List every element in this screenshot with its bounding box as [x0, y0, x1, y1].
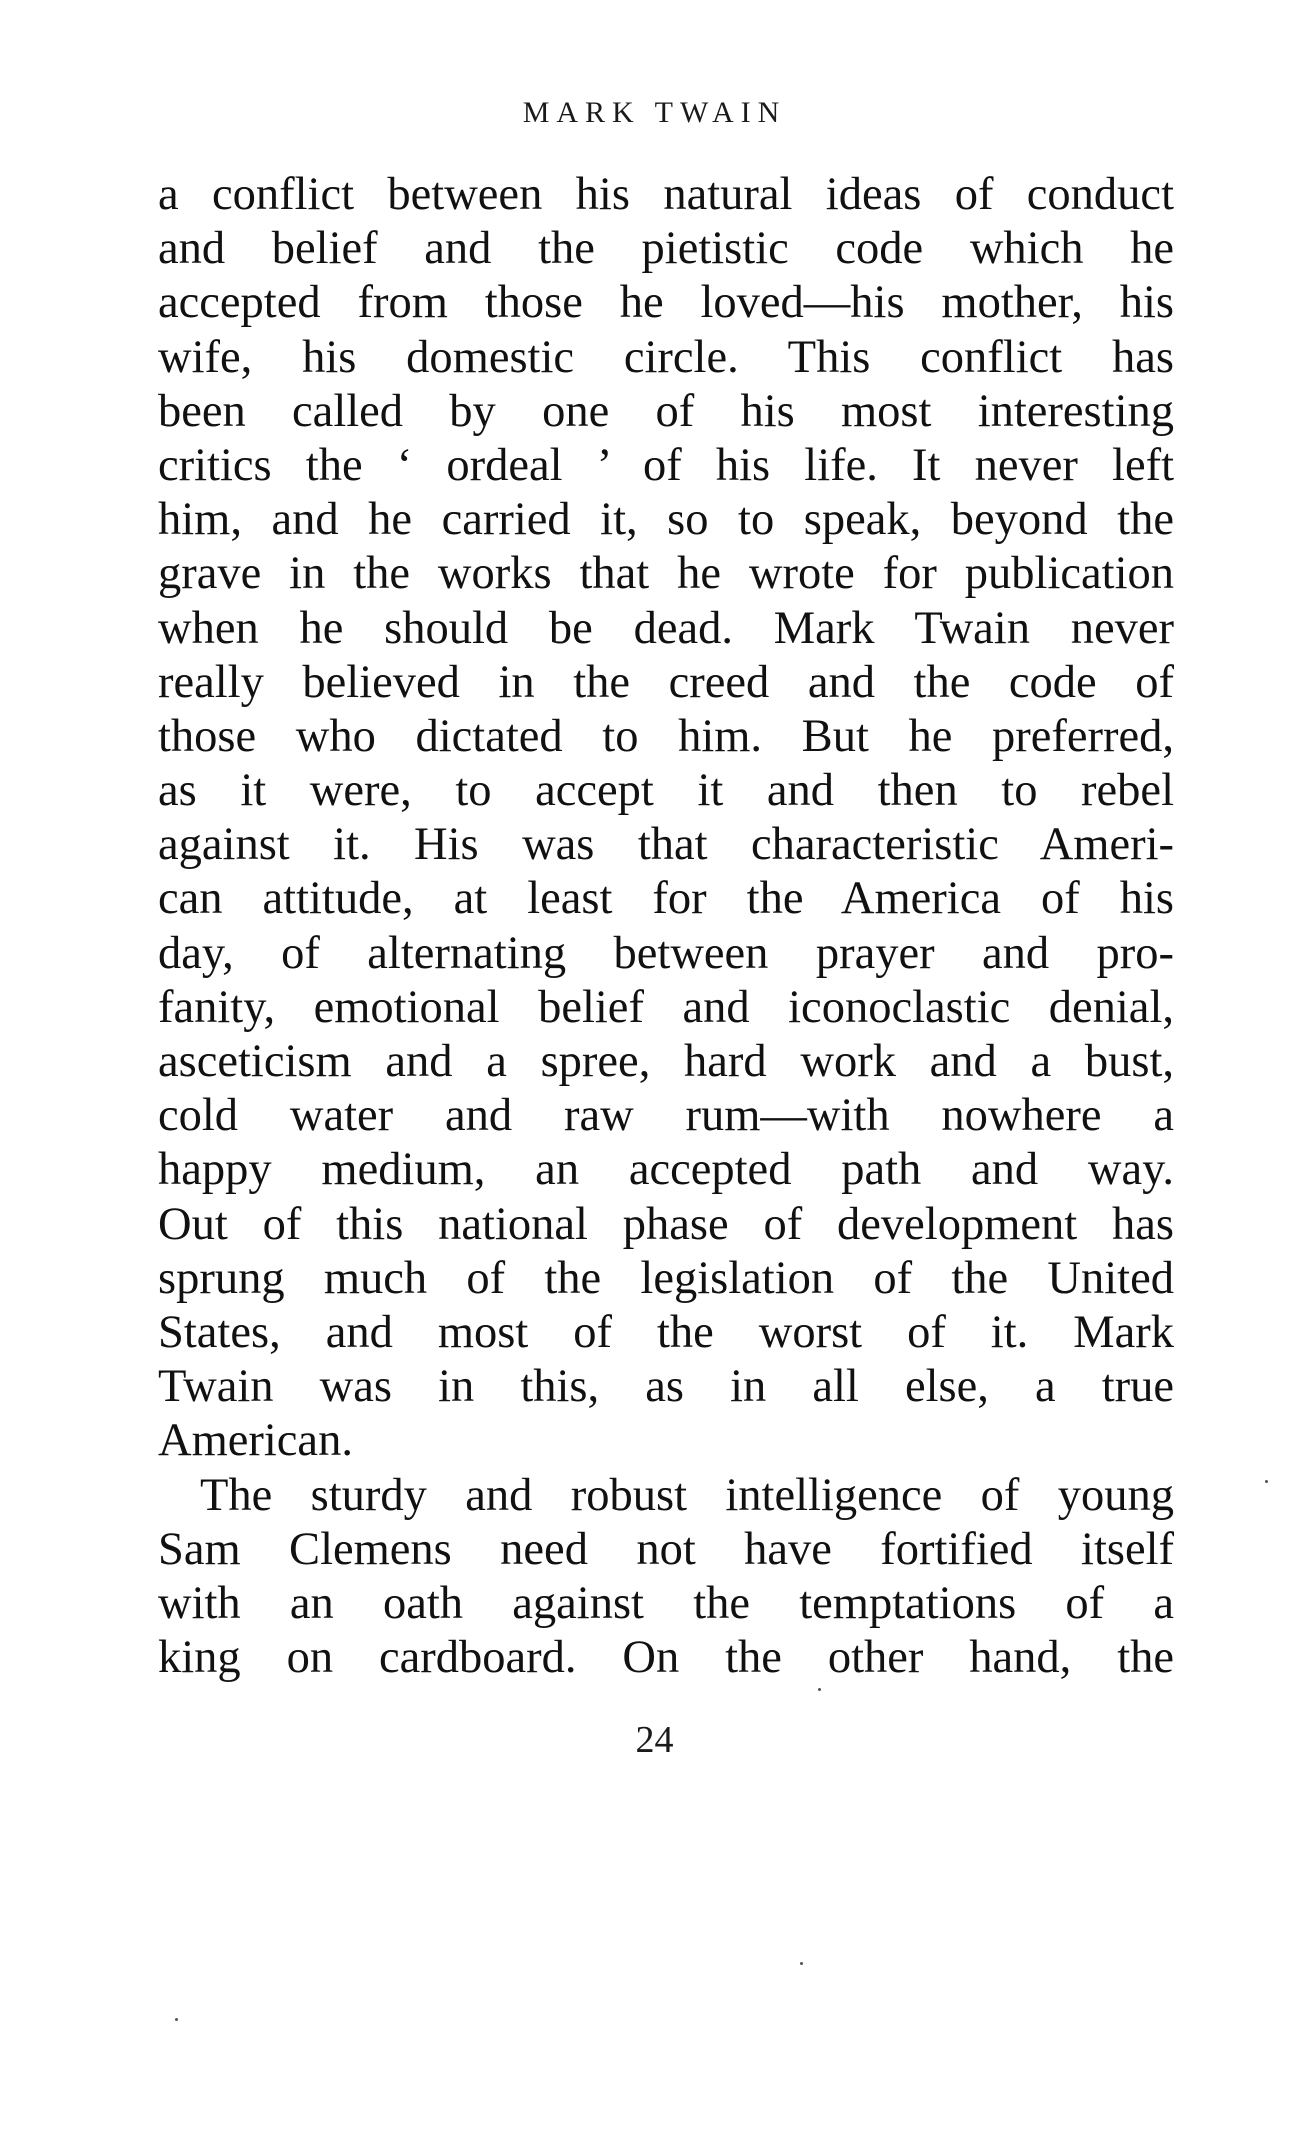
text-line: sprung much of the legislation of the United: [158, 1252, 1174, 1304]
text-line: Out of this national phase of development has: [158, 1198, 1174, 1250]
text-line: happy medium, an accepted path and way.: [158, 1144, 1174, 1196]
text-line: critics the ‘ ordeal ’ of his life. It never left: [158, 439, 1174, 491]
text-line: him, and he carried it, so to speak, beyond the: [158, 494, 1174, 546]
paragraph-1: [158, 168, 1174, 1469]
text-line: The sturdy and robust intelligence of young: [200, 1469, 1174, 1521]
text-line: Twain was in this, as in all else, a true: [158, 1361, 1174, 1413]
text-line: with an oath against the temptations of a: [158, 1577, 1174, 1629]
text-line: fanity, emotional belief and iconoclastic denial,: [158, 981, 1174, 1033]
text-line: cold water and raw rum—with nowhere a: [158, 1090, 1174, 1142]
text-line: day, of alternating between prayer and pro-: [158, 927, 1174, 979]
text-line: accepted from those he loved—his mother, his: [158, 277, 1174, 329]
text-line: king on cardboard. On the other hand, the: [158, 1632, 1174, 1684]
text-line: a conflict between his natural ideas of conduct: [158, 169, 1174, 220]
paper-speck: [1265, 1480, 1268, 1483]
text-line: wife, his domestic circle. This conflict has: [158, 331, 1174, 383]
text-line: really believed in the creed and the code of: [158, 656, 1174, 708]
paper-speck: [800, 1962, 803, 1965]
text-line: American.: [158, 1415, 353, 1467]
page-number: 24: [635, 1719, 674, 1761]
text-line: Sam Clemens need not have fortified itself: [158, 1523, 1174, 1575]
text-line: grave in the works that he wrote for publication: [158, 548, 1174, 600]
text-line: asceticism and a spree, hard work and a bust,: [158, 1036, 1174, 1087]
paper-speck: [175, 2018, 178, 2021]
text-line: can attitude, at least for the America of his: [158, 873, 1174, 925]
text-line: States, and most of the worst of it. Mark: [158, 1306, 1174, 1358]
text-line: and belief and the pietistic code which he: [158, 223, 1174, 275]
paper-speck: [818, 1688, 821, 1691]
paragraph-2: [158, 1469, 1174, 1686]
text-line: as it were, to accept it and then to rebel: [158, 765, 1174, 817]
text-line: against it. His was that characteristic Ameri-: [158, 819, 1174, 871]
text-line: those who dictated to him. But he preferred,: [158, 710, 1174, 762]
body-text: [158, 168, 1174, 1685]
text-line: been called by one of his most interesting: [158, 385, 1174, 437]
running-head: MARK TWAIN: [522, 96, 787, 129]
text-line: when he should be dead. Mark Twain never: [158, 602, 1174, 654]
